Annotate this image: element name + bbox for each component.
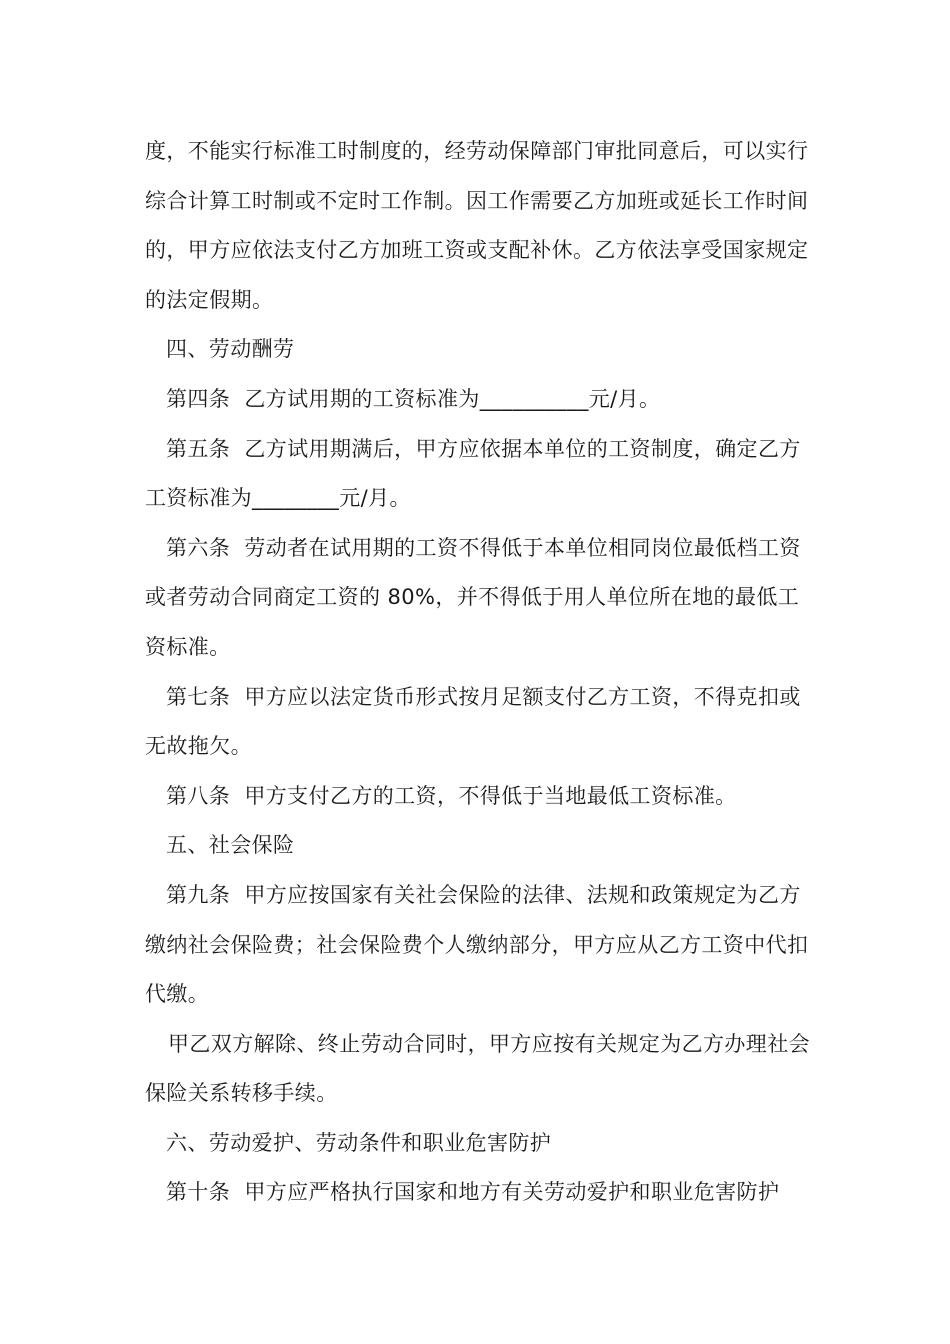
article-4: 第四条 乙方试用期的工资标准为__________元/月。: [166, 386, 661, 411]
article-8: 第八条 甲方支付乙方的工资，不得低于当地最低工资标准。: [166, 783, 737, 808]
paragraph-working-hours: 度，不能实行标准工时制度的，经劳动保障部门审批同意后，可以实行综合计算工时制或不定时工作制。因工作需要乙方加班或延长工作时间的，甲方应依法支付乙方加班工资或支配补休。乙方依法享受国家规定的法定假期。: [145, 139, 809, 312]
section-heading-labor-protection: 六、劳动爱护、劳动条件和职业危害防护: [166, 1130, 552, 1155]
article-5: 第五条 乙方试用期满后，甲方应依据本单位的工资制度，确定乙方工资标准为________元/月。: [145, 436, 801, 511]
section-heading-social-insurance: 五、社会保险: [166, 833, 295, 858]
article-10: 第十条 甲方应严格执行国家和地方有关劳动爱护和职业危害防护: [166, 1180, 780, 1205]
section-heading-remuneration: 四、劳动酬劳: [166, 337, 295, 362]
document-body: [145, 127, 810, 1218]
paragraph-insurance-transfer: 甲乙双方解除、终止劳动合同时，甲方应按有关规定为乙方办理社会保险关系转移手续。: [145, 1031, 810, 1106]
article-7: 第七条 甲方应以法定货币形式按月足额支付乙方工资，不得克扣或无故拖欠。: [145, 684, 801, 759]
article-9: 第九条 甲方应按国家有关社会保险的法律、法规和政策规定为乙方缴纳社会保险费；社会保险费个人缴纳部分，甲方应从乙方工资中代扣代缴。: [145, 882, 809, 1007]
article-6: 第六条 劳动者在试用期的工资不得低于本单位相同岗位最低档工资或者劳动合同商定工资的 80%，并不得低于用人单位所在地的最低工资标准。: [145, 535, 801, 659]
